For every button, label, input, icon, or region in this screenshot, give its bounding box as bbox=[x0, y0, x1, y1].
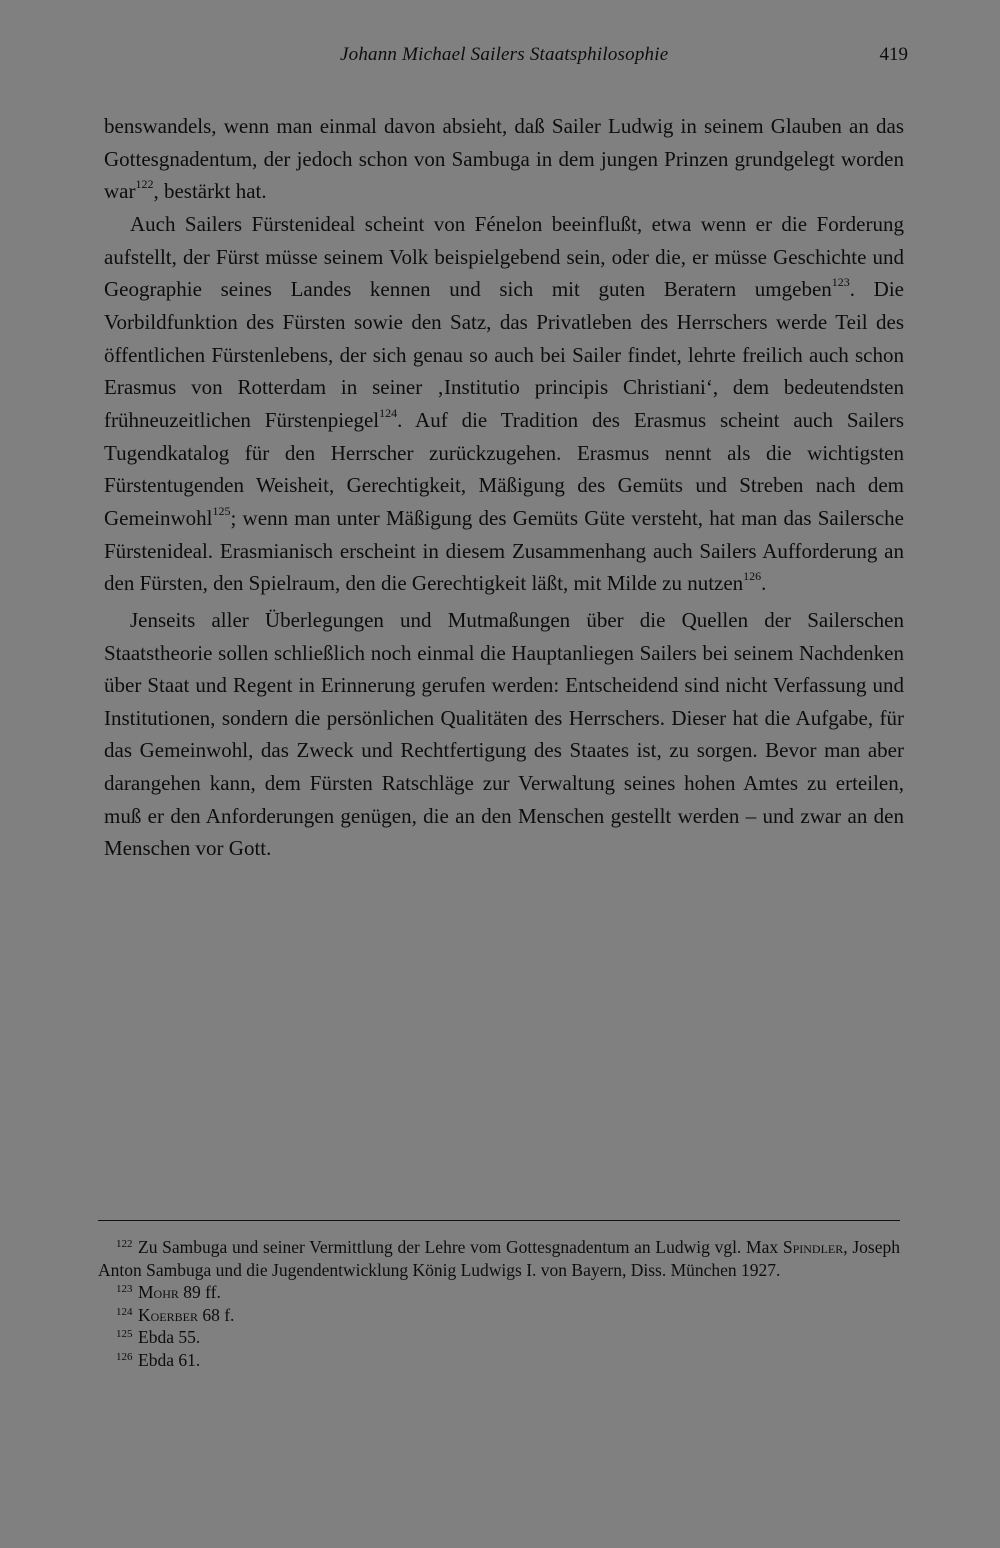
text-run: Ebda 61. bbox=[138, 1349, 201, 1370]
footnotes bbox=[98, 1236, 900, 1371]
page-header bbox=[0, 44, 1000, 74]
paragraph bbox=[104, 604, 904, 865]
footnote: 125 Ebda 55. bbox=[116, 1327, 201, 1347]
text-run: ; wenn man unter Mäßigung des Gemüts Güte versteht, hat man das Sailersche Fürstenideal. Erasmianisch erscheint in diesem Zusammenhang auch Sailers Aufforderung an den Fürsten, den Spielraum, den die Gerechtigkeit läßt, mit Milde zu nutzen bbox=[104, 505, 904, 596]
footnote: 126 Ebda 61. bbox=[116, 1349, 201, 1370]
footnote-reference: 123 bbox=[831, 275, 850, 290]
footnote-reference: 125 bbox=[212, 503, 231, 518]
author-name: Spindler bbox=[782, 1237, 844, 1257]
text-run: . bbox=[761, 571, 767, 596]
page-number: 419 bbox=[879, 44, 908, 65]
paragraph bbox=[104, 110, 904, 208]
text-run: benswandels, wenn man einmal davon absieht, daß Sailer Ludwig in seinem Glauben an das Gottesgnadentum, der jedoch schon von Sambuga in dem jungen Prinzen grundgelegt worden war bbox=[104, 114, 904, 204]
text-run: . Auf die Tradition des Erasmus scheint auch Sailers Tugendkatalog für den Herrscher zurückzugehen. Erasmus nennt als die wichtigsten Fürstentugenden Weisheit, Gerechtigkeit, Mäßigung des Gemüts und Streben nach dem Gemeinwohl bbox=[104, 407, 904, 530]
author-name: Koerber bbox=[138, 1304, 198, 1325]
footnote: 122 Zu Sambuga und seiner Vermittlung der Lehre vom Gottesgnadentum an Ludwig vgl. Max Spindler, Joseph Anton Sambuga und die Jugendentwicklung König Ludwigs I. von Bayern, Diss. München 1927. bbox=[98, 1237, 901, 1280]
text-run: , bestärkt hat. bbox=[153, 179, 267, 204]
text-run: Jenseits aller Überlegungen und Mutmaßungen über die Quellen der Sailerschen Staatstheorie sollen schließlich noch einmal die Hauptanliegen Sailers bei seinem Nachdenken über Staat und Regent in Erinnerung gerufen werden: Entscheidend sind nicht Verfassung und Institutionen, sondern die persönlichen Qualitäten des Herrschers. Dieser hat die Aufgabe, für das Gemeinwohl, das Zweck und Rechtfertigung des Staates ist, zu sorgen. Bevor man aber darangehen kann, dem Fürsten Ratschläge zur Verwaltung seines hohen Amtes zu erteilen, muß er den Anforderungen genügen, die an den Menschen gestellt werden – und zwar an den Menschen vor Gott. bbox=[104, 607, 904, 861]
text-run: 68 f. bbox=[197, 1304, 235, 1325]
text-run: 89 ff. bbox=[178, 1282, 221, 1302]
footnote: 123 Mohr 89 ff. bbox=[116, 1282, 221, 1302]
footnote-reference: 124 bbox=[379, 405, 398, 420]
text-run: Ebda 55. bbox=[138, 1327, 201, 1347]
paragraph bbox=[104, 208, 904, 600]
footnote-divider bbox=[98, 1220, 900, 1221]
author-name: Mohr bbox=[138, 1282, 179, 1302]
running-title: Johann Michael Sailers Staatsphilosophie bbox=[340, 44, 669, 65]
text-run: . Die Vorbildfunktion des Fürsten sowie den Satz, das Privatleben des Herrschers werde Teil des öffentlichen Fürstenlebens, der sich genau so auch bei Sailer findet, lehrte freilich auch schon Erasmus von Rotterdam in seiner ‚Institutio principis Christiani‘, dem bedeutendsten frühneuzeitlichen Fürstenpiegel bbox=[104, 277, 904, 432]
footnote: 124 Koerber 68 f. bbox=[116, 1304, 235, 1325]
footnote-reference: 122 bbox=[135, 177, 154, 192]
text-run: Zu Sambuga und seiner Vermittlung der Lehre vom Gottesgnadentum an Ludwig vgl. Max bbox=[138, 1237, 783, 1257]
text-run: Auch Sailers Fürstenideal scheint von Fénelon beeinflußt, etwa wenn er die Forderung aufstellt, der Fürst müsse seinem Volk beispielgebend sein, oder die, er müsse Geschichte und Geographie seines Landes kennen und sich mit guten Beratern umgeben bbox=[104, 211, 904, 302]
text-run: , Joseph Anton Sambuga und die Jugendentwicklung König Ludwigs I. von Bayern, Diss. München 1927. bbox=[98, 1237, 901, 1280]
footnote-reference: 126 bbox=[743, 569, 762, 584]
body-text bbox=[104, 110, 904, 865]
